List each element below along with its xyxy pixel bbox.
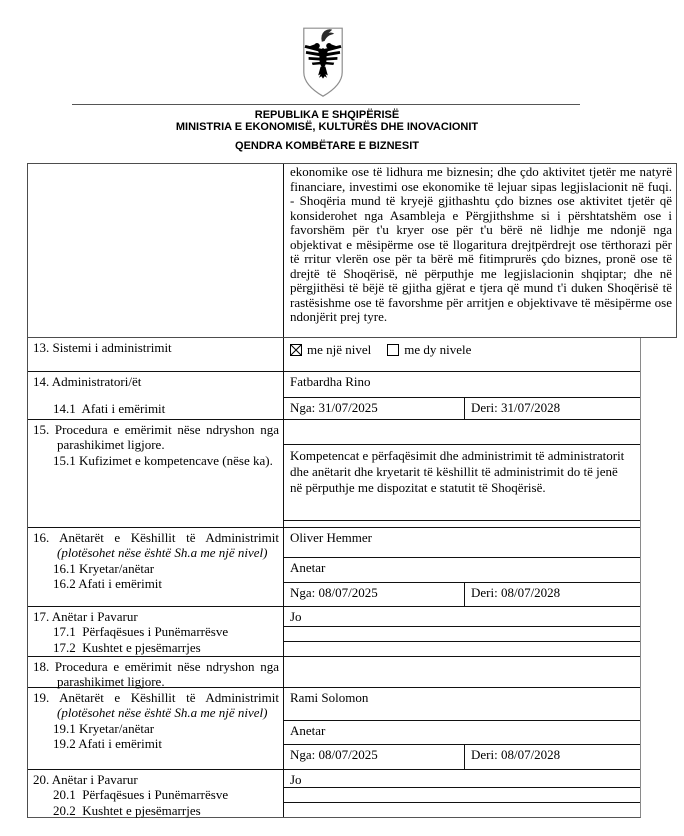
field-value-cell <box>284 420 640 527</box>
row-16-anetaret-keshillit <box>28 528 640 607</box>
board-member-role: Anetar <box>284 721 640 745</box>
date-from-cell: Nga: 31/07/2025 <box>284 398 465 419</box>
field-value-cell <box>284 657 640 687</box>
board-member-name: Oliver Hemmer <box>284 528 640 558</box>
row-17-anetar-pavarur <box>28 607 640 657</box>
checkbox-option-label: me një nivel <box>307 342 372 357</box>
activity-description-text: ekonomike ose të lidhura me biznesin; dhe çdo aktivitet tjetër me natyrë financiare, investimi ose ekonomike të lejuar sipas legjislacionit në fuqi. - Shoqëria mund të kryejë gjithashtu çdo biznes ose aktivitet tjetër që konsiderohet nga Asambleja e Përgjithshme si i përshtatshëm ose i favorshëm për t'u kryer ose për t'u bërë në lidhje me ndonjë nga objektivat e mësipërme ose të llogaritura drejtpërdrejt ose tërthorazi për të rritur vlerën ose për ta bërë më fitimprurës çdo biznes, pronë ose të drejtë të Shoqërisë, në përputhje me legjislacionin shqiptar; dhe në përgjithësi të bëjë të gjitha gjërat e tjera që mund t'i duken Shoqërisë të rastësishme ose të favorshme për arritjen e objektivave të mësipërme ose ndonjërit prej tyre. <box>290 164 672 325</box>
checkbox-option-label: me dy nivele <box>404 342 472 357</box>
board-member-name: Rami Solomon <box>284 688 640 721</box>
checkbox-unchecked-icon <box>387 344 399 356</box>
registration-table <box>27 338 641 818</box>
field-label: 17. Anëtar i Pavarur <box>33 609 138 624</box>
term-dates-row <box>284 745 640 769</box>
row-20-anetar-pavarur <box>28 770 640 817</box>
albania-eagle-emblem <box>299 24 347 106</box>
row-13-sistemi-administrimit <box>28 338 640 372</box>
field-label: 15. Procedura e emërimit nëse ndryshon nga parashikimet ligjore. <box>33 422 279 453</box>
row-14-administratori <box>28 372 640 420</box>
field-sublabel: 20.1 Përfaqësues i Punëmarrësve <box>53 787 229 803</box>
row-12-continuation <box>27 163 677 338</box>
field-value-cell <box>284 607 640 656</box>
row-12-value-cell <box>284 164 676 337</box>
field-label: 19. Anëtarët e Këshillit të Administrimit <box>33 690 279 705</box>
field-label: 16. Anëtarët e Këshillit të Administrimit <box>33 530 279 545</box>
field-value-cell <box>284 372 640 419</box>
row-15-procedura-emerimit <box>28 420 640 528</box>
field-sublabel: 16.1 Kryetar/anëtar <box>53 560 155 576</box>
header-republic-title: REPUBLIKA E SHQIPËRISË <box>254 109 400 121</box>
competencies-limit-text: Kompetencat e përfaqësimit dhe administrimit të administratorit dhe anëtarit dhe kryetarit të këshillit të administrimit do të jenë në përputhje me dispozitat e statutit të Shoqërisë. <box>284 444 640 521</box>
term-dates-row <box>284 583 640 606</box>
field-label-cell <box>28 688 284 769</box>
field-label: 18. Procedura e emërimit nëse ndryshon nga parashikimet ligjore. <box>33 659 279 690</box>
field-value-cell <box>284 528 640 606</box>
field-label-cell <box>28 338 284 371</box>
date-to-cell: Deri: 08/07/2028 <box>471 747 561 762</box>
field-sublabel: 20.2 Kushtet e pjesëmarrjes <box>53 802 201 818</box>
field-label: 13. Sistemi i administrimit <box>33 340 172 355</box>
field-label: 14. Administratori/ët <box>33 374 142 389</box>
option-one-level <box>290 342 371 358</box>
header-agency-title: QENDRA KOMBËTARE E BIZNESIT <box>235 140 419 152</box>
term-dates-row <box>284 398 640 419</box>
empty-value-cell <box>284 803 640 816</box>
date-from-cell: Nga: 08/07/2025 <box>284 583 465 606</box>
row-12-empty-label-cell <box>28 164 284 337</box>
row-19-anetaret-keshillit <box>28 688 640 770</box>
field-label-cell <box>28 528 284 606</box>
date-to-cell: Deri: 31/07/2028 <box>471 400 561 415</box>
field-label-cell <box>28 770 284 817</box>
field-sublabel: 14.1 Afati i emërimit <box>53 401 166 417</box>
empty-value-cell <box>284 788 640 803</box>
field-label-cell <box>28 420 284 527</box>
date-from-cell: Nga: 08/07/2025 <box>284 745 465 769</box>
field-sublabel: 17.2 Kushtet e pjesëmarrjes <box>53 639 201 655</box>
field-sublabel: 15.1 Kufizimet e kompetencave (nëse ka). <box>53 452 273 468</box>
field-label-cell <box>28 372 284 419</box>
date-to-cell: Deri: 08/07/2028 <box>471 585 561 600</box>
checkbox-checked-icon <box>290 344 302 356</box>
field-sublabel: 19.2 Afati i emërimit <box>53 735 163 751</box>
field-sublabel: 19.1 Kryetar/anëtar <box>53 720 155 736</box>
independent-member-value: Jo <box>284 607 640 627</box>
field-sublabel: 16.2 Afati i emërimit <box>53 575 163 591</box>
header-ministry-title: MINISTRIA E EKONOMISË, KULTURËS DHE INOVACIONIT <box>175 120 479 133</box>
row-18-procedura-emerimit <box>28 657 640 688</box>
field-label-cell <box>28 657 284 690</box>
empty-value-cell <box>284 642 640 656</box>
field-value-cell <box>284 338 640 371</box>
field-sublabel: 17.1 Përfaqësues i Punëmarrësve <box>53 624 229 640</box>
field-value-cell <box>284 688 640 769</box>
independent-member-value: Jo <box>284 770 640 788</box>
administrator-name: Fatbardha Rino <box>284 372 640 398</box>
field-label: 20. Anëtar i Pavarur <box>33 772 138 787</box>
field-label-cell <box>28 607 284 656</box>
field-value-cell <box>284 770 640 817</box>
option-two-levels <box>387 342 471 358</box>
field-label-note: (plotësohet nëse është Sh.a me një nivel) <box>57 545 268 561</box>
field-label-note: (plotësohet nëse është Sh.a me një nivel) <box>57 705 268 721</box>
empty-value-cell <box>284 627 640 642</box>
board-member-role: Anetar <box>284 558 640 583</box>
